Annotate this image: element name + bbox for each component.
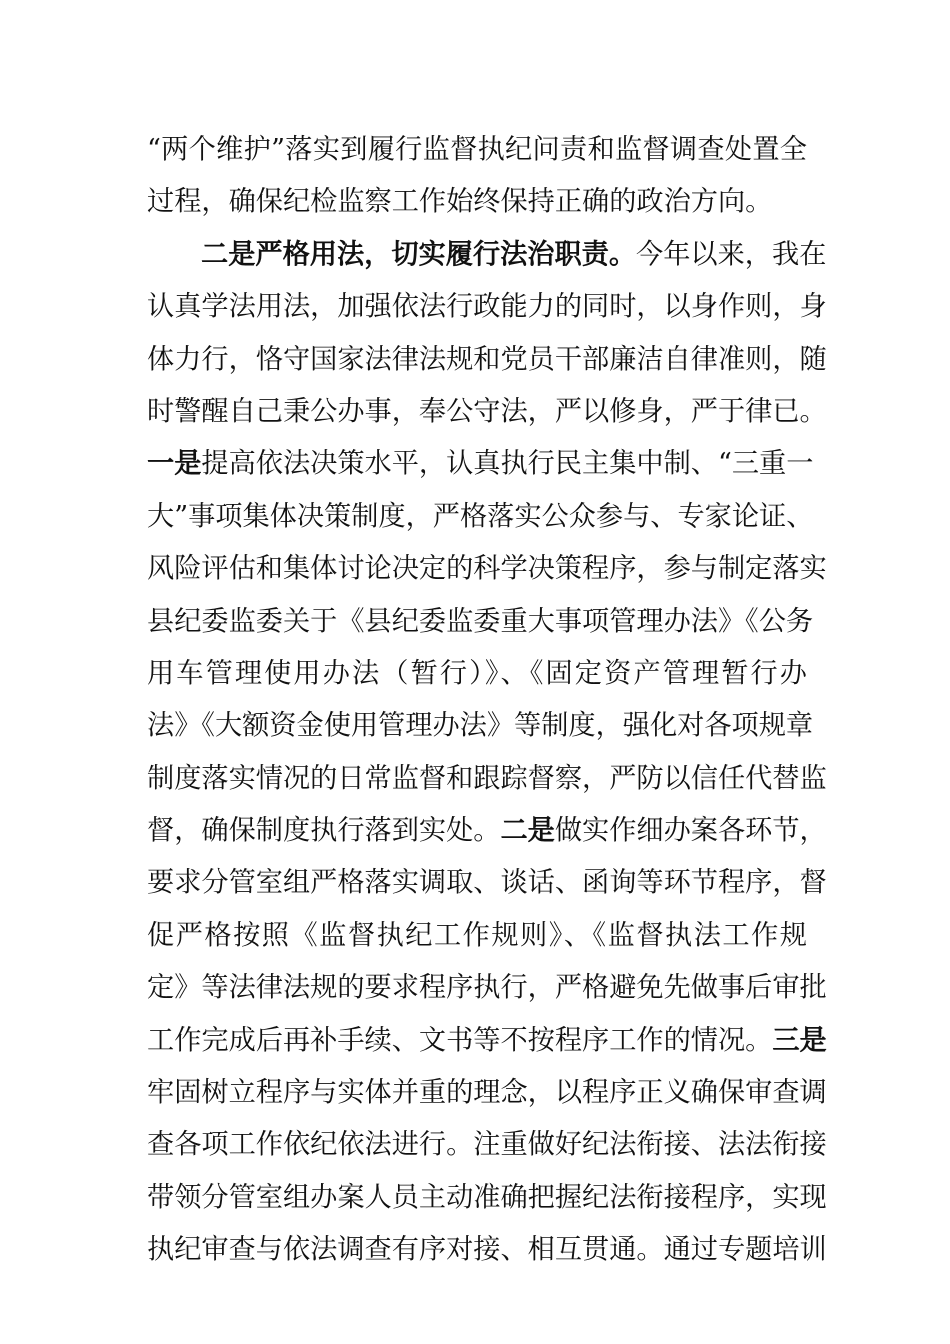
text-line (147, 229, 827, 281)
text-line (147, 1119, 827, 1171)
text-line (147, 438, 814, 490)
text-line (147, 1067, 827, 1119)
text-segment: 认真学法用法，加强依法行政能力的同时，以身作则，身 (147, 291, 827, 323)
text-segment: 风险评估和集体讨论决定的科学决策程序，参与制定落实 (147, 553, 827, 585)
text-segment: 法》《大额资金使用管理办法》等制度，强化对各项规章 (147, 710, 814, 742)
document-page (147, 124, 827, 1277)
bold-text-segment: 三是 (772, 1024, 827, 1056)
text-line (147, 281, 827, 333)
text-line (147, 1172, 827, 1224)
text-segment: 促严格按照《监督执纪工作规则》、《监督执法工作规 (147, 919, 807, 951)
text-segment: 时警醒自己秉公办事，奉公守法，严以修身，严于律已。 (147, 395, 827, 427)
text-line (147, 910, 807, 962)
text-segment: “两个维护”落实到履行监督执纪问责和监督调查处置全 (147, 134, 807, 165)
text-segment: 县纪委监委关于《县纪委监委重大事项管理办法》《公务 (147, 605, 814, 637)
text-line (147, 491, 814, 543)
bold-text-segment: 二是严格用法，切实履行法治职责。 (201, 238, 637, 270)
text-line (147, 1015, 827, 1067)
text-segment: 过程，确保纪检监察工作始终保持正确的政治方向。 (147, 186, 773, 218)
text-segment: 体力行，恪守国家法律法规和党员干部廉洁自律准则，随 (147, 343, 827, 375)
text-segment: 用车管理使用办法（暂行）》、《固定资产管理暂行办 (147, 657, 807, 689)
text-segment: 制度落实情况的日常监督和跟踪督察，严防以信任代替监 (147, 762, 827, 794)
text-line (147, 648, 807, 700)
text-segment: 牢固树立程序与实体并重的理念，以程序正义确保审查调 (147, 1077, 827, 1109)
bold-text-segment: 一是 (147, 448, 202, 480)
text-segment: 大”事项集体决策制度，严格落实公众参与、专家论证、 (147, 500, 814, 532)
text-line (147, 857, 827, 909)
text-line (147, 1224, 827, 1276)
text-segment: 带领分管室组办案人员主动准确把握纪法衔接程序，实现 (147, 1181, 827, 1213)
text-line (147, 124, 807, 176)
text-line (147, 805, 827, 857)
text-line (147, 962, 827, 1014)
text-line (147, 700, 814, 752)
text-line (147, 176, 807, 228)
text-segment: 督，确保制度执行落到实处。 (147, 815, 501, 847)
text-line (147, 596, 814, 648)
text-segment: 要求分管室组严格落实调取、谈话、函询等环节程序，督 (147, 867, 827, 899)
text-segment: 工作完成后再补手续、文书等不按程序工作的情况。 (147, 1024, 773, 1056)
text-line (147, 753, 827, 805)
text-line (147, 543, 827, 595)
text-segment: 执纪审查与依法调查有序对接、相互贯通。通过专题培训 (147, 1234, 827, 1266)
text-segment: 查各项工作依纪依法进行。注重做好纪法衔接、法法衔接 (147, 1129, 827, 1161)
text-segment: 提高依法决策水平，认真执行民主集中制、“三重一 (201, 448, 814, 480)
text-line (147, 334, 827, 386)
text-segment: 做实作细办案各环节， (554, 815, 827, 847)
bold-text-segment: 二是 (500, 815, 555, 847)
text-line (147, 386, 827, 438)
text-segment: 定》等法律法规的要求程序执行，严格避免先做事后审批 (147, 972, 827, 1004)
text-segment: 今年以来，我在 (636, 238, 827, 270)
